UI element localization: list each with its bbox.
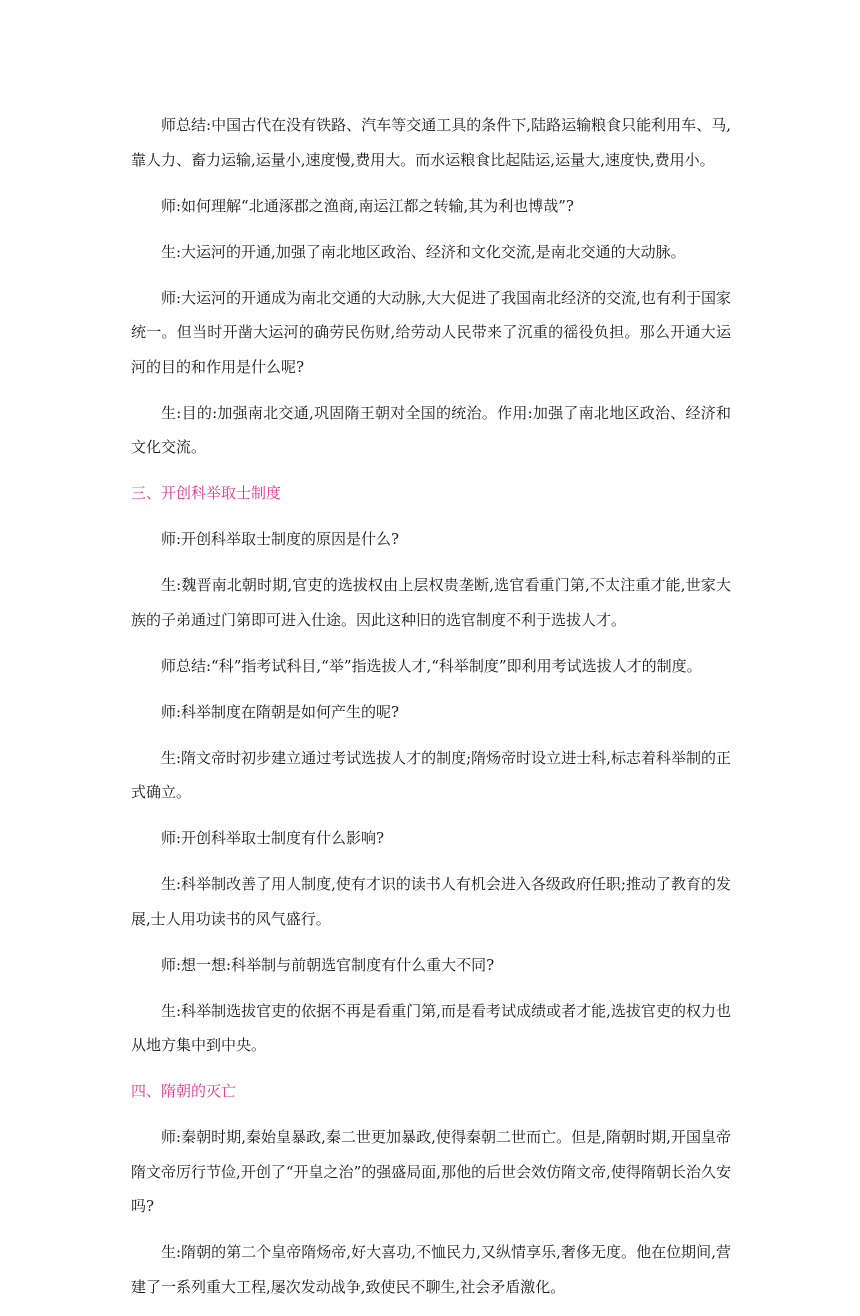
paragraph-teacher-keju-definition: 师总结:“科”指考试科目,“举”指选拔人才,“科举制度”即利用考试选拔人才的制度。 xyxy=(161,656,702,675)
paragraph-student-canal-purpose: 生:目的:加强南北交通,巩固隋王朝对全国的统治。作用:加强了南北地区政治、经济和文化交流。 xyxy=(131,403,731,456)
paragraph-teacher-keju-difference: 师:想一想:科举制与前朝选官制度有什么重大不同? xyxy=(161,955,495,974)
paragraph-student-answer-canal: 生:大运河的开通,加强了南北地区政治、经济和文化交流,是南北交通的大动脉。 xyxy=(161,242,686,261)
paragraph-teacher-keju-reason: 师:开创科举取士制度的原因是什么? xyxy=(161,530,400,548)
paragraph-teacher-sui-fall: 师:秦朝时期,秦始皇暴政,秦二世更加暴政,使得秦朝二世而亡。但是,隋朝时期,开国皇帝隋文帝厉行节俭,开创了“开皇之治”的强盛局面,那他的后世会效仿隋文帝,使得隋朝长治久安吗? xyxy=(131,1128,731,1215)
paragraph-teacher-keju-origin: 师:科举制度在隋朝是如何产生的呢? xyxy=(161,702,400,721)
paragraph-teacher-keju-impact: 师:开创科举取士制度有什么影响? xyxy=(161,829,385,847)
paragraph-student-keju-impact: 生:科举制改善了用人制度,使有才识的读书人有机会进入各级政府任职;推动了教育的发展,士人用功读书的风气盛行。 xyxy=(131,875,731,928)
section-heading-sui-fall: 四、隋朝的灭亡 xyxy=(131,1082,237,1100)
section-heading-keju: 三、开创科举取士制度 xyxy=(131,484,282,502)
paragraph-student-keju-origin: 生:隋文帝时初步建立通过考试选拔人才的制度;隋炀帝时设立进士科,标志着科举制的正式确立。 xyxy=(131,748,731,801)
paragraph-teacher-question-quote: 师:如何理解“北通涿郡之渔商,南运江都之转输,其为利也博哉”? xyxy=(161,196,574,215)
paragraph-teacher-summary-transport: 师总结:中国古代在没有铁路、汽车等交通工具的条件下,陆路运输粮食只能利用车、马,靠人力、畜力运输,运量小,速度慢,费用大。而水运粮食比起陆运,运量大,速度快,费用小。 xyxy=(131,116,731,169)
paragraph-teacher-canal-purpose: 师:大运河的开通成为南北交通的大动脉,大大促进了我国南北经济的交流,也有利于国家统一。但当时开凿大运河的确劳民伤财,给劳动人民带来了沉重的徭役负担。那么开通大运河的目的和作用是什么呢? xyxy=(131,288,731,376)
paragraph-student-sui-fall: 生:隋朝的第二个皇帝隋炀帝,好大喜功,不恤民力,又纵情享乐,奢侈无度。他在位期间,营建了一系列重大工程,屡次发动战争,致使民不聊生,社会矛盾激化。 xyxy=(131,1243,731,1296)
paragraph-student-keju-reason: 生:魏晋南北朝时期,官吏的选拔权由上层权贵垄断,选官看重门第,不太注重才能,世家大族的子弟通过门第即可进入仕途。因此这种旧的选官制度不利于选拔人才。 xyxy=(131,576,731,629)
paragraph-student-keju-difference: 生:科举制选拔官吏的依据不再是看重门第,而是看考试成绩或者才能,选拔官吏的权力也从地方集中到中央。 xyxy=(131,1001,731,1054)
document-body xyxy=(131,108,731,1316)
